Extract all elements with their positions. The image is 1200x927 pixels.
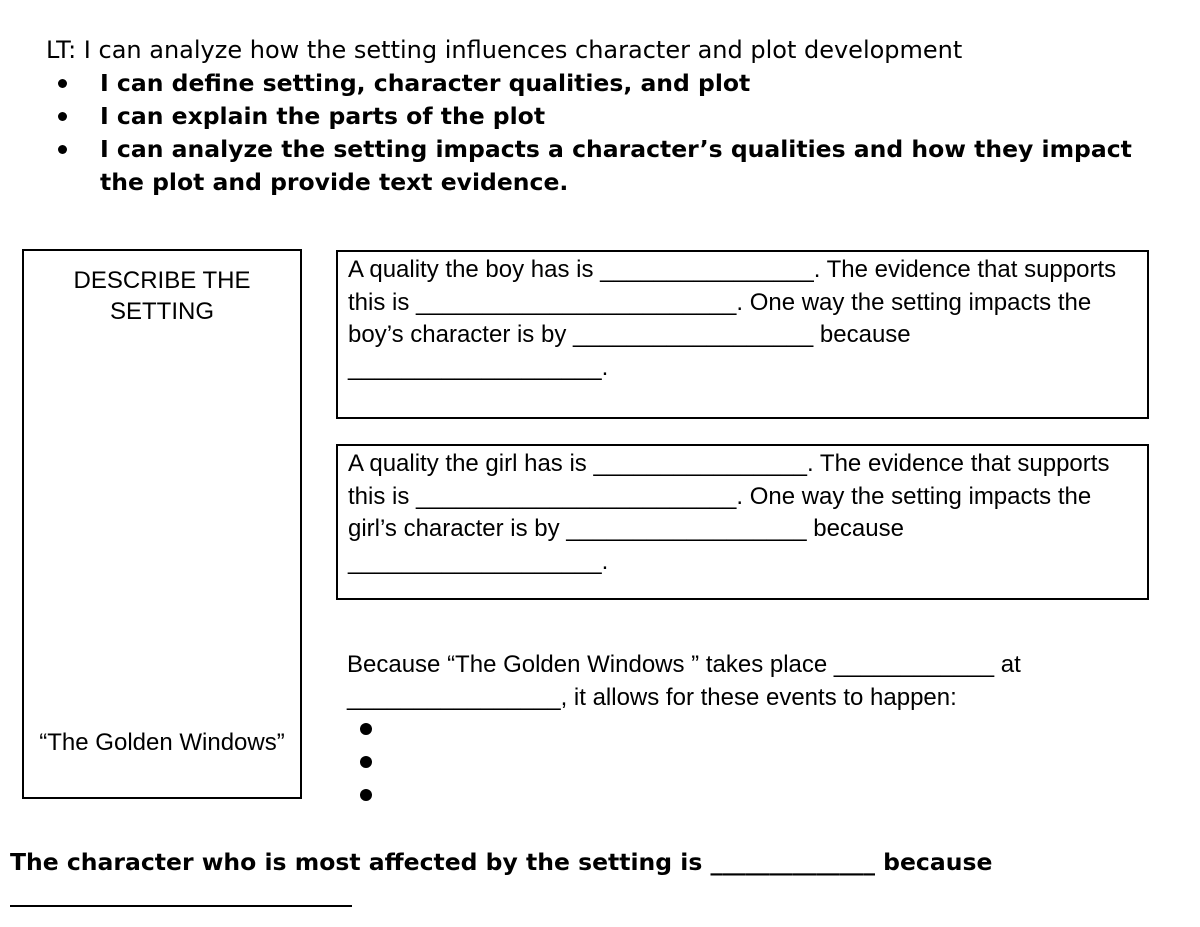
- bullet-icon: [58, 112, 67, 121]
- setting-box-title: DESCRIBE THE SETTING: [73, 267, 251, 325]
- events-prompt: Because “The Golden Windows ” takes place ____________ at ________________, it allows for these events to happen:: [347, 651, 1021, 711]
- describe-setting-box[interactable]: [22, 249, 302, 799]
- bullet-icon: [360, 789, 372, 801]
- bullet-icon: [58, 79, 67, 88]
- objective-item: [56, 67, 1156, 100]
- bullet-icon: [360, 756, 372, 768]
- boy-quality-box[interactable]: A quality the boy has is ________________. The evidence that supports this is ________________________. One way the setting impacts the boy’s character is by __________________ because ___________________.: [336, 250, 1149, 419]
- story-title: “The Golden Windows”: [39, 729, 285, 756]
- objective-text: I can explain the parts of the plot: [100, 102, 546, 130]
- girl-quality-box[interactable]: A quality the girl has is ________________. The evidence that supports this is ________________________. One way the setting impacts the girl’s character is by __________________ because ___________________.: [336, 444, 1149, 600]
- objective-list: [56, 67, 1156, 199]
- final-question: The character who is most affected by the setting is ______________ because: [10, 848, 993, 876]
- objective-item: [56, 100, 1156, 133]
- bullet-icon: [360, 723, 372, 735]
- answer-line[interactable]: [10, 905, 352, 907]
- learning-target: LT: I can analyze how the setting influences character and plot development: [46, 36, 963, 64]
- objective-text: I can analyze the setting impacts a character’s qualities and how they impact the plot and provide text evidence.: [100, 135, 1132, 196]
- bullet-icon: [58, 145, 67, 154]
- objective-item: [56, 133, 1156, 199]
- objective-text: I can define setting, character qualities, and plot: [100, 69, 751, 97]
